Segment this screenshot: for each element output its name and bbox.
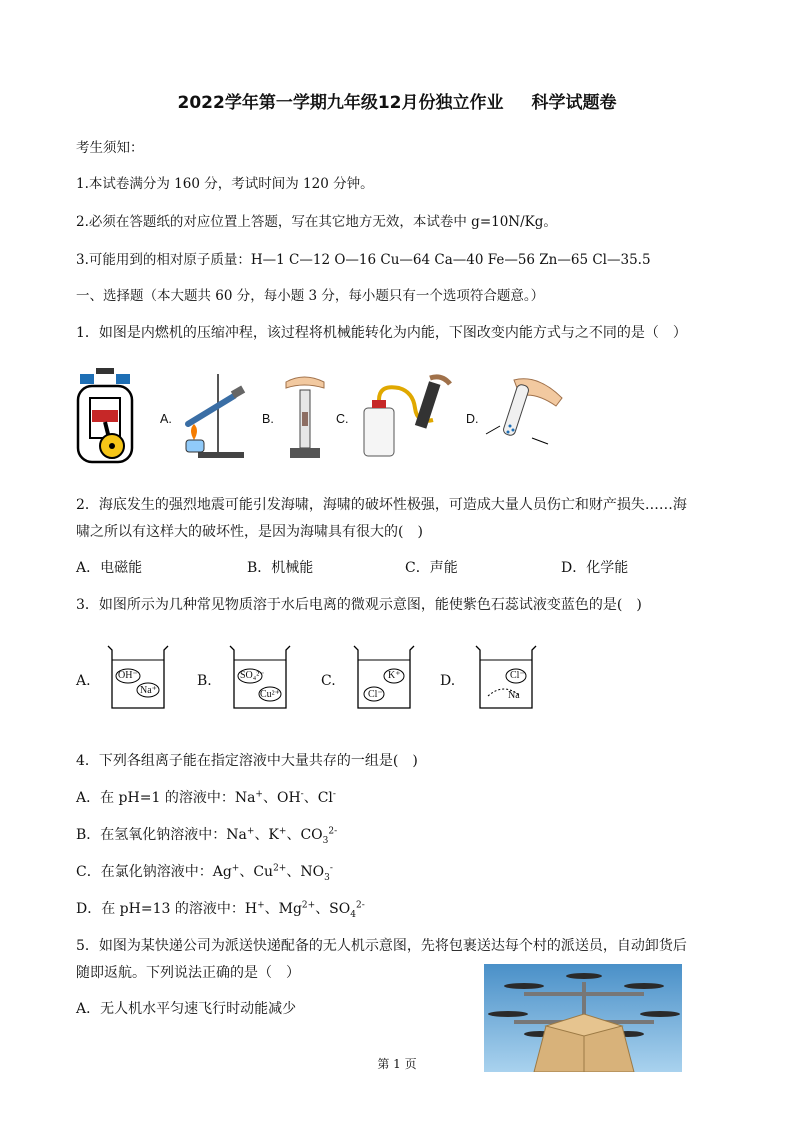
section-heading: 一、选择题（本大题共 60 分，每小题 3 分，每小题只有一个选项符合题意。） bbox=[76, 288, 545, 304]
q2-option-d: D．化学能 bbox=[561, 560, 629, 576]
q4-option-c: C．在氯化钠溶液中：Ag+、$Cu^{2+}$、$NO_3^-$ bbox=[76, 863, 333, 883]
notice-item-1: 1.本试卷满分为 160 分，考试时间为 120 分钟。 bbox=[76, 176, 374, 192]
ion-d2: Na bbox=[508, 690, 520, 701]
pump-bottle-figure bbox=[360, 374, 454, 464]
q2-stem-line2: 啸之所以有这样大的破坏性，是因为海啸具有很大的( ) bbox=[76, 524, 423, 540]
q3-label-b: B. bbox=[197, 673, 212, 689]
q1-stem: 1．如图是内燃机的压缩冲程，该过程将机械能转化为内能，下图改变内能方式与之不同的是（ ） bbox=[76, 325, 687, 341]
q5-stem-line1: 5．如图为某快递公司为派送快递配备的无人机示意图，先将包裹送达每个村的派送员，自动卸货后 bbox=[76, 938, 687, 954]
beaker-c bbox=[352, 642, 416, 712]
q2-option-a: A．电磁能 bbox=[76, 560, 143, 576]
title-right: 科学试题卷 bbox=[531, 93, 617, 113]
q4-option-c-prefix: C．在氯化钠溶液中：Ag bbox=[76, 864, 232, 880]
q1-option-a-label: A. bbox=[160, 412, 172, 426]
ion-c1: K⁺ bbox=[388, 670, 401, 681]
title-left: 2022学年第一学期九年级12月份独立作业 bbox=[177, 93, 504, 113]
engine-figure bbox=[76, 368, 134, 466]
q4-option-a-prefix: A．在 pH=1 的溶液中：Na bbox=[76, 790, 256, 806]
q3-label-c: C. bbox=[321, 673, 336, 689]
notice-item-3: 3.可能用到的相对原子质量：H—1 C—12 O—16 Cu—64 Ca—40 Fe—56 Zn—65 Cl—35.5 bbox=[76, 252, 651, 268]
q4-option-d-prefix: D．在 pH=13 的溶液中：H bbox=[76, 901, 258, 917]
beaker-d bbox=[474, 642, 538, 712]
q2-option-c: C．声能 bbox=[405, 560, 458, 576]
page-title bbox=[0, 88, 794, 113]
ion-d1: Cl⁻ bbox=[510, 670, 525, 681]
q4-option-b-prefix: B．在氢氧化钠溶液中：Na bbox=[76, 827, 247, 843]
q4-option-d: D．在 pH=13 的溶液中：H+、$Mg^{2+}$、$SO_4^{2-}$ bbox=[76, 900, 365, 920]
air-compression-figure bbox=[280, 372, 330, 462]
beaker-a bbox=[106, 642, 170, 712]
q1-option-c-label: C. bbox=[336, 412, 349, 426]
ion-b1: SO₄²⁻ bbox=[240, 670, 265, 681]
page-number: 第 1 页 bbox=[377, 1057, 417, 1071]
q5-stem-line2: 随即返航。下列说法正确的是（ ） bbox=[76, 965, 300, 981]
shaking-tube-figure bbox=[484, 374, 568, 450]
ion-b2: Cu²⁺ bbox=[260, 689, 280, 700]
q3-label-a: A. bbox=[76, 673, 91, 689]
q1-option-b-label: B. bbox=[262, 412, 274, 426]
ion-a1: OH⁻ bbox=[118, 670, 138, 681]
q1-option-d-label: D. bbox=[466, 412, 479, 426]
notice-item-2: 2.必须在答题纸的对应位置上答题，写在其它地方无效，本试卷中 g=10N/Kg。 bbox=[76, 214, 557, 230]
q4-option-b: B．在氢氧化钠溶液中：Na+、K+、$CO_3^{2-}$ bbox=[76, 826, 338, 846]
notice-heading: 考生须知： bbox=[76, 140, 144, 156]
ion-a2: Na⁺ bbox=[140, 685, 157, 696]
q2-option-b: B．机械能 bbox=[247, 560, 314, 576]
q2-stem-line1: 2．海底发生的强烈地震可能引发海啸，海啸的破坏性极强，可造成大量人员伤亡和财产损失……海 bbox=[76, 497, 687, 513]
q4-stem: 4．下列各组离子能在指定溶液中大量共存的一组是( ) bbox=[76, 753, 418, 769]
q5-option-a: A．无人机水平匀速飞行时动能减少 bbox=[76, 1001, 297, 1017]
heating-tube-figure bbox=[178, 370, 250, 462]
ion-c2: Cl⁻ bbox=[368, 689, 383, 700]
q4-option-a: A．在 pH=1 的溶液中：Na+、OH-、Cl- bbox=[76, 789, 336, 806]
q3-stem: 3．如图所示为几种常见物质溶于水后电离的微观示意图，能使紫色石蕊试液变蓝色的是( ) bbox=[76, 597, 642, 613]
q3-label-d: D. bbox=[440, 673, 456, 689]
